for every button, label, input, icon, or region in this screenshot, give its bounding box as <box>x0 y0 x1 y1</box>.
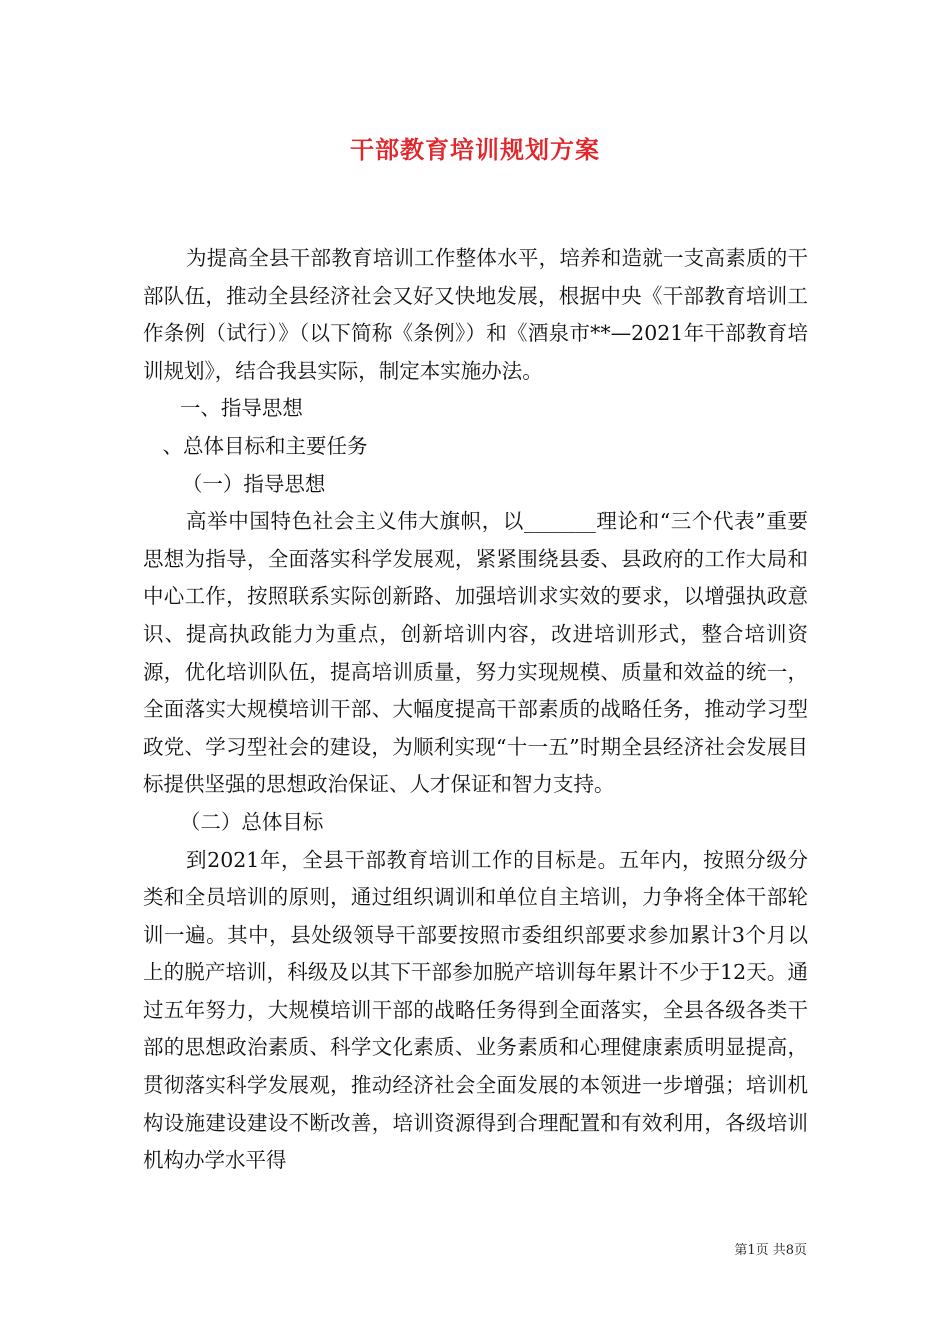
section-heading-1: 一、指导思想 <box>179 396 303 421</box>
subsection-heading-2: （二）总体目标 <box>179 809 324 834</box>
section-heading-2: 、总体目标和主要任务 <box>162 433 368 458</box>
page-number: 第1页 共8页 <box>734 1243 807 1258</box>
guiding-ideology-paragraph: 高举中国特色社会主义伟大旗帜，以_______理论和“三个代表”重要思想为指导，全面落实科学发展观，紧紧围绕县委、县政府的工作大局和中心工作，按照联系实际创新路、加强培训求实效的要求，以增强执政意识、提高执政能力为重点，创新培训内容，改进培训形式，整合培训资源，优化培训队伍，提高培训质量，努力实现规模、质量和效益的统一，全面落实大规模培训干部、大幅度提高干部素质的战略任务，推动学习型政党、学习型社会的建设，为顺利实现“十一五”时期全县经济社会发展目标提供坚强的思想政治保证、人才保证和智力支持。 <box>143 509 808 797</box>
intro-paragraph: 为提高全县干部教育培训工作整体水平，培养和造就一支高素质的干部队伍，推动全县经济社会又好又快地发展，根据中央《干部教育培训工作条例（试行）》（以下简称《条例》）和《酒泉市**—2021年干部教育培训规划》，结合我县实际，制定本实施办法。 <box>143 246 808 383</box>
subsection-heading-1: （一）指导思想 <box>181 471 326 496</box>
overall-goal-paragraph: 到2021年，全县干部教育培训工作的目标是。五年内，按照分级分类和全员培训的原则，通过组织调训和单位自主培训，力争将全体干部轮训一遍。其中，县处级领导干部要按照市委组织部要求参加累计3个月以上的脱产培训，科级及以其下干部参加脱产培训每年累计不少于12天。通过五年努力，大规模培训干部的战略任务得到全面落实，全县各级各类干部的思想政治素质、科学文化素质、业务素质和心理健康素质明显提高，贯彻落实科学发展观，推动经济社会全面发展的本领进一步增强；培训机构设施建设建设不断改善，培训资源得到合理配置和有效利用，各级培训机构办学水平得 <box>143 847 808 1173</box>
document-body <box>143 240 808 1180</box>
document-title: 干部教育培训规划方案 <box>350 135 600 164</box>
